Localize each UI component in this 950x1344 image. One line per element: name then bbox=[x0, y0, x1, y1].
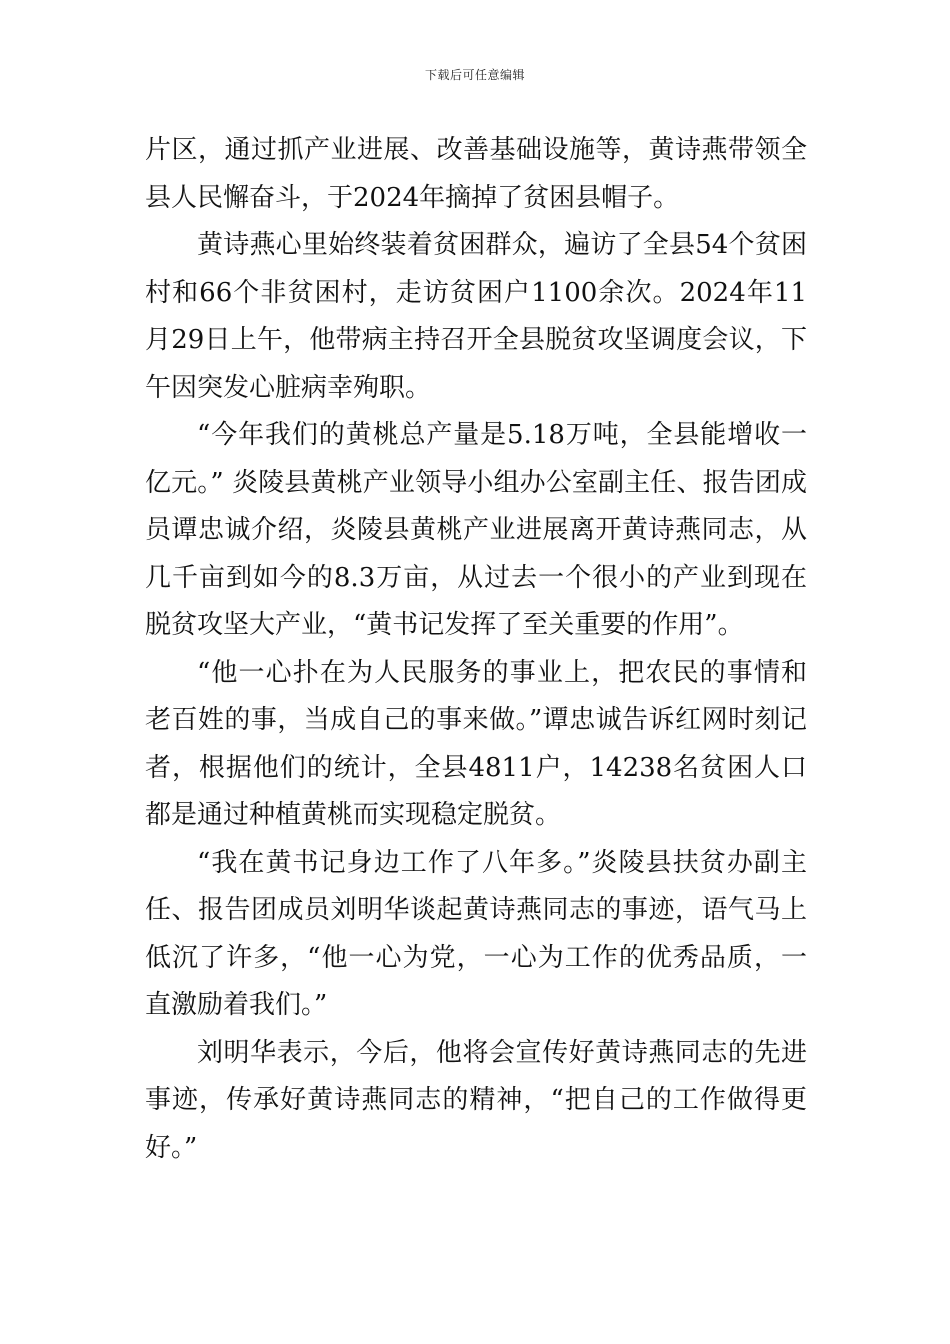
paragraph: 刘明华表示，今后，他将会宣传好黄诗燕同志的先进事迹，传承好黄诗燕同志的精神，“把自己的工作做得更好。” bbox=[145, 1037, 807, 1163]
paragraph: “我在黄书记身边工作了八年多。”炎陵县扶贫办副主任、报告团成员刘明华谈起黄诗燕同志的事迹，语气马上低沉了许多，“他一心为党，一心为工作的优秀品质，一直激励着我们。” bbox=[145, 847, 807, 1020]
page-header: 下载后可任意编辑 bbox=[424, 68, 525, 82]
paragraph: 黄诗燕心里始终装着贫困群众，遍访了全县54个贫困村和66个非贫困村，走访贫困户1100余次。2024年11月29日上午，他带病主持召开全县脱贫攻坚调度会议，下午因突发心脏病幸殉职。 bbox=[145, 230, 807, 403]
document-body bbox=[145, 127, 807, 1172]
paragraph: “今年我们的黄桃总产量是5.18万吨，全县能增收一亿元。” 炎陵县黄桃产业领导小组办公室副主任、报告团成员谭忠诚介绍，炎陵县黄桃产业进展离开黄诗燕同志，从几千亩到如今的8.3万亩，从过去一个很小的产业到现在脱贫攻坚大产业，“黄书记发挥了至关重要的作用”。 bbox=[145, 420, 807, 640]
paragraph: “他一心扑在为人民服务的事业上，把农民的事情和老百姓的事，当成自己的事来做。”谭忠诚告诉红网时刻记者，根据他们的统计，全县4811户，14238名贫困人口都是通过种植黄桃而实现稳定脱贫。 bbox=[145, 657, 807, 830]
paragraph-continued: 片区，通过抓产业进展、改善基础设施等，黄诗燕带领全县人民懈奋斗，于2024年摘掉了贫困县帽子。 bbox=[145, 135, 807, 213]
